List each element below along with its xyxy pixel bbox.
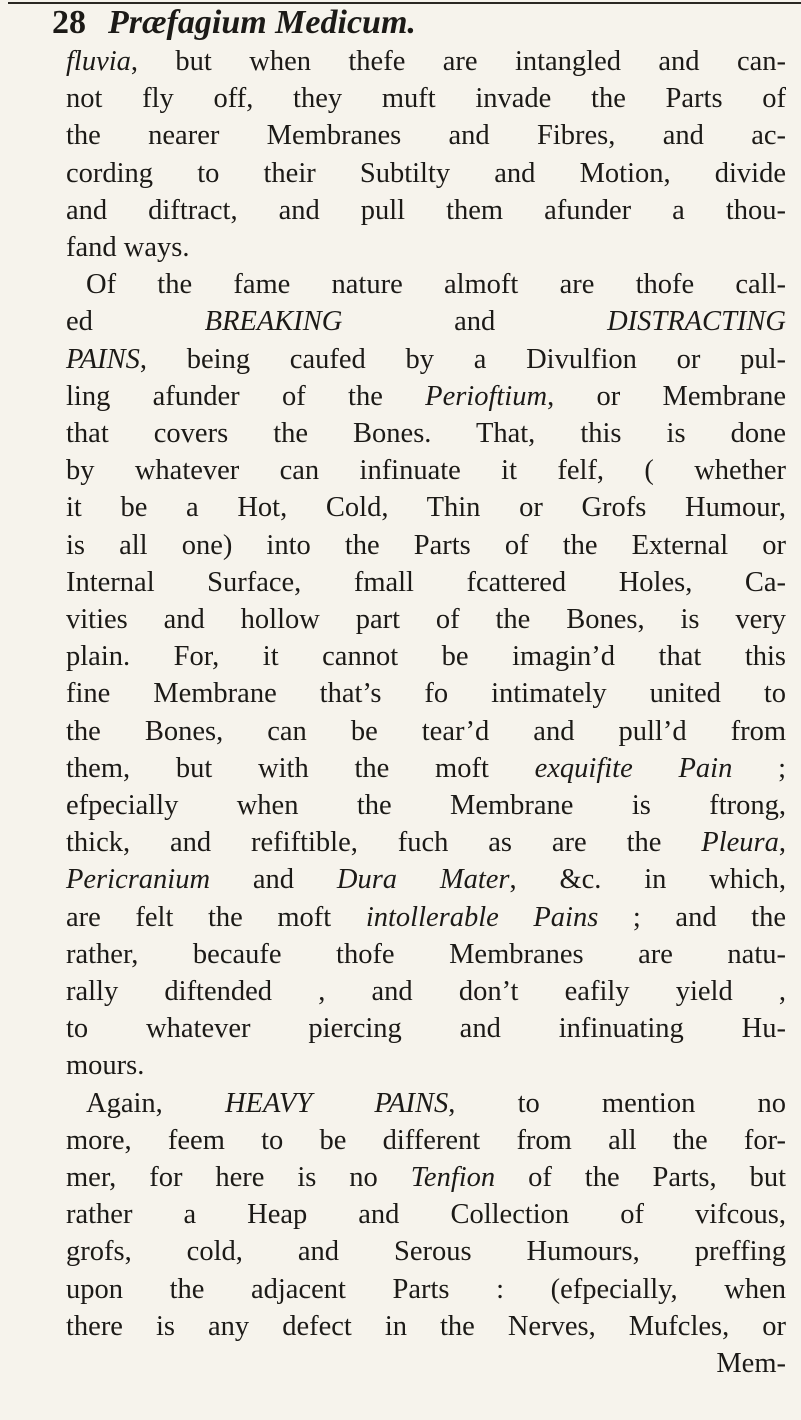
text-run: thick, and refiftible, fuch as are the xyxy=(66,827,702,859)
text-run: , but when thefe are intangled and can- xyxy=(130,46,786,77)
text-run: to whatever piercing and infinuating Hu- xyxy=(66,1013,786,1045)
text-line xyxy=(66,43,786,81)
text-line xyxy=(66,527,786,565)
text-run: there is any defect in the Nerves, Mufcles, or xyxy=(66,1310,786,1342)
text-line xyxy=(66,713,786,751)
text-run: and xyxy=(342,306,608,338)
page-number: 28 xyxy=(52,4,86,41)
text-run: , being caufed by a Divulfion or pul- xyxy=(139,343,786,375)
text-run: , or Membrane xyxy=(547,380,786,412)
text-run: efpecially when the Membrane is ftrong, xyxy=(66,790,786,821)
text-run: ed xyxy=(66,306,205,338)
text-line xyxy=(66,1010,786,1048)
text-run: Again, xyxy=(86,1087,225,1119)
text-run: vities and hollow part of the Bones, is very xyxy=(66,604,786,635)
text-line xyxy=(66,1122,786,1160)
text-line xyxy=(66,1271,786,1309)
text-run: fand ways. xyxy=(66,232,190,263)
text-line xyxy=(66,601,786,639)
text-line xyxy=(66,1308,786,1346)
text-line xyxy=(66,973,786,1011)
text-line xyxy=(66,675,786,713)
text-line xyxy=(66,1345,786,1383)
text-run: not fly off, they muft invade the Parts of xyxy=(66,83,786,115)
text-run: is all one) into the Parts of the External or xyxy=(66,529,786,561)
text-line xyxy=(66,936,786,974)
text-line xyxy=(66,824,786,862)
italic-run: BREAKING xyxy=(204,306,343,338)
text-line xyxy=(66,341,786,379)
text-line xyxy=(66,489,786,527)
text-run: and xyxy=(210,864,337,896)
running-head: Præfagium Medicum. xyxy=(108,4,416,41)
text-line xyxy=(66,1233,786,1271)
italic-run: intollerable Pains xyxy=(365,901,599,933)
text-run: Of the fame nature almoft are thofe call- xyxy=(86,269,786,301)
italic-run: PAINS xyxy=(66,343,140,375)
text-run: fine Membrane that’s fo intimately united to xyxy=(66,678,786,710)
italic-run: exquifite Pain xyxy=(534,752,733,784)
text-run: are felt the moft xyxy=(66,901,366,933)
text-line xyxy=(66,638,786,676)
text-run: of the Parts, but xyxy=(495,1162,786,1193)
text-run: plain. For, it cannot be imagin’d that this xyxy=(66,641,786,673)
text-line xyxy=(66,564,786,602)
text-run: rather, becaufe thofe Membranes are natu- xyxy=(66,938,786,970)
text-run: Mem- xyxy=(716,1348,786,1379)
text-line xyxy=(86,266,786,304)
text-line xyxy=(66,750,786,788)
text-line xyxy=(66,452,786,490)
italic-run: fluvia xyxy=(66,46,131,77)
text-line xyxy=(66,303,786,341)
text-line xyxy=(66,415,786,453)
text-line xyxy=(86,1085,786,1123)
italic-run: Tenfion xyxy=(410,1162,496,1193)
text-run: upon the adjacent Parts : (efpecially, when xyxy=(66,1273,786,1305)
text-run: by whatever can infinuate it felf, ( whether xyxy=(66,455,786,487)
text-run: ; xyxy=(732,752,787,784)
italic-run: DISTRACTING xyxy=(607,306,786,338)
text-run: the nearer Membranes and Fibres, and ac- xyxy=(66,120,786,152)
text-run: , to mention no xyxy=(448,1087,786,1119)
italic-run: Pericranium xyxy=(66,864,211,896)
text-run: cording to their Subtilty and Motion, divide xyxy=(66,157,786,189)
text-line xyxy=(66,229,786,267)
text-line xyxy=(66,1047,786,1085)
text-run: grofs, cold, and Serous Humours, preffing xyxy=(66,1236,786,1268)
text-run: and diftract, and pull them afunder a thou- xyxy=(66,194,786,226)
text-run: , &c. in which, xyxy=(509,864,786,896)
text-line xyxy=(66,1196,786,1234)
text-line xyxy=(66,117,786,155)
text-line xyxy=(66,192,786,230)
text-line xyxy=(66,155,786,193)
text-run: Internal Surface, fmall fcattered Holes, Ca- xyxy=(66,566,786,598)
text-run: it be a Hot, Cold, Thin or Grofs Humour, xyxy=(66,492,786,524)
text-run: that covers the Bones. That, this is done xyxy=(66,418,786,449)
text-run: rather a Heap and Collection of vifcous, xyxy=(66,1199,786,1231)
text-line xyxy=(66,378,786,416)
text-line xyxy=(66,861,786,899)
text-line xyxy=(66,899,786,937)
text-run: , xyxy=(778,827,786,859)
italic-run: Dura Mater xyxy=(336,864,510,896)
italic-run: Pleura xyxy=(701,827,779,859)
text-run: mours. xyxy=(66,1050,145,1082)
text-run: mer, for here is no xyxy=(66,1162,411,1193)
text-run: ; and the xyxy=(598,901,786,933)
text-run: them, but with the moft xyxy=(66,752,535,784)
text-line xyxy=(66,1159,786,1197)
text-line xyxy=(66,787,786,825)
italic-run: Perioftium xyxy=(425,380,548,412)
text-run: rally diftended , and don’t eafily yield , xyxy=(66,976,786,1007)
italic-run: HEAVY PAINS xyxy=(224,1087,449,1119)
text-run: ling afunder of the xyxy=(66,380,426,412)
text-run: more, feem to be different from all the for- xyxy=(66,1124,786,1156)
text-line xyxy=(66,80,786,118)
text-run: the Bones, can be tear’d and pull’d from xyxy=(66,715,786,747)
